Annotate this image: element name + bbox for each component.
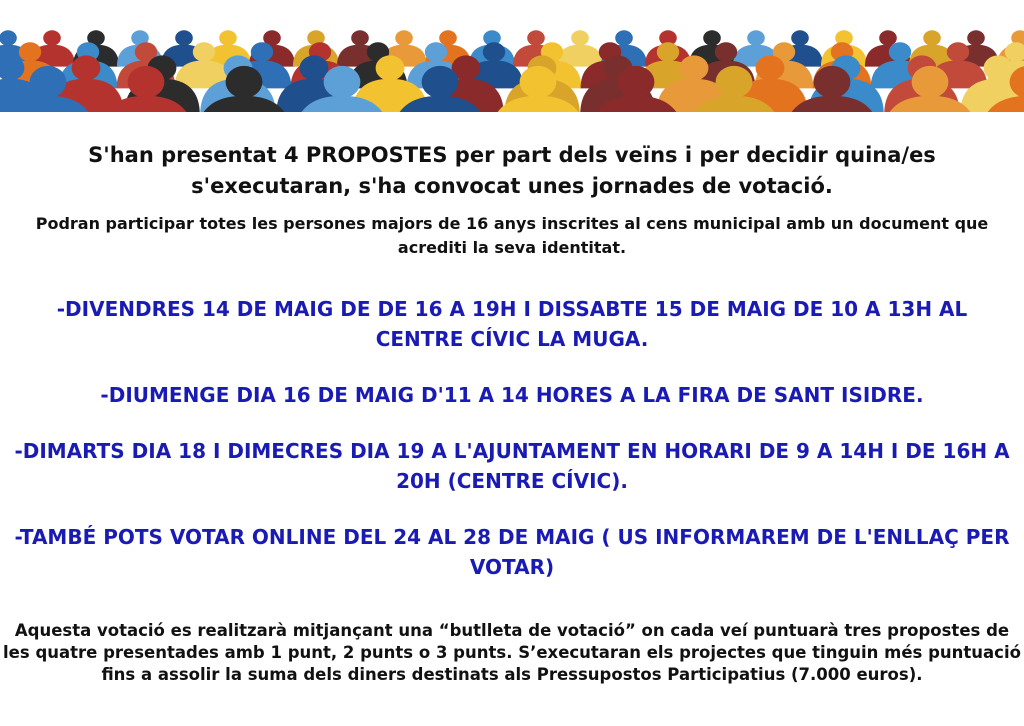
schedule-item: -DIUMENGE DIA 16 DE MAIG D'11 A 14 HORES A LA FIRA DE SANT ISIDRE. [100,383,924,407]
voting-method-note: Aquesta votació es realitzarà mitjançant una “butlleta de votació” on cada veí puntuarà tres propostes de les quatre presentades amb 1 punt, 2 punts o 3 punts. S’executaran els projectes que tinguin més puntuació fins a assolir la suma dels diners destinats als Pressupostos Participatius (7.000 euros). [3,621,1021,684]
schedule-item: -DIMARTS DIA 18 I DIMECRES DIA 19 A L'AJUNTAMENT EN HORARI DE 9 A 14H I DE 16H A 20H (CENTRE CÍVIC). [14,439,1010,493]
eligibility-note: Podran participar totes les persones majors de 16 anys inscrites al cens municipal amb un document que acrediti la seva identitat. [35,214,989,257]
schedule-item: -DIVENDRES 14 DE MAIG DE DE 16 A 19H I DISSABTE 15 DE MAIG DE 10 A 13H AL CENTRE CÍVIC LA MUGA. [56,297,968,351]
crowd-of-people-icon [0,0,1024,120]
person-figure [557,30,603,66]
headline: S'han presentat 4 PROPOSTES per part dels veïns i per decidir quina/es s'executaran, s'ha convocat unes jornades de votació. [88,143,936,198]
schedule-item: -TAMBÉ POTS VOTAR ONLINE DEL 24 AL 28 DE MAIG ( US INFORMAREM DE L'ENLLAÇ PER VOTAR) [14,525,1010,579]
voting-schedule [0,294,1024,582]
crowd-banner [0,0,1024,120]
announcement-body [0,140,1024,608]
